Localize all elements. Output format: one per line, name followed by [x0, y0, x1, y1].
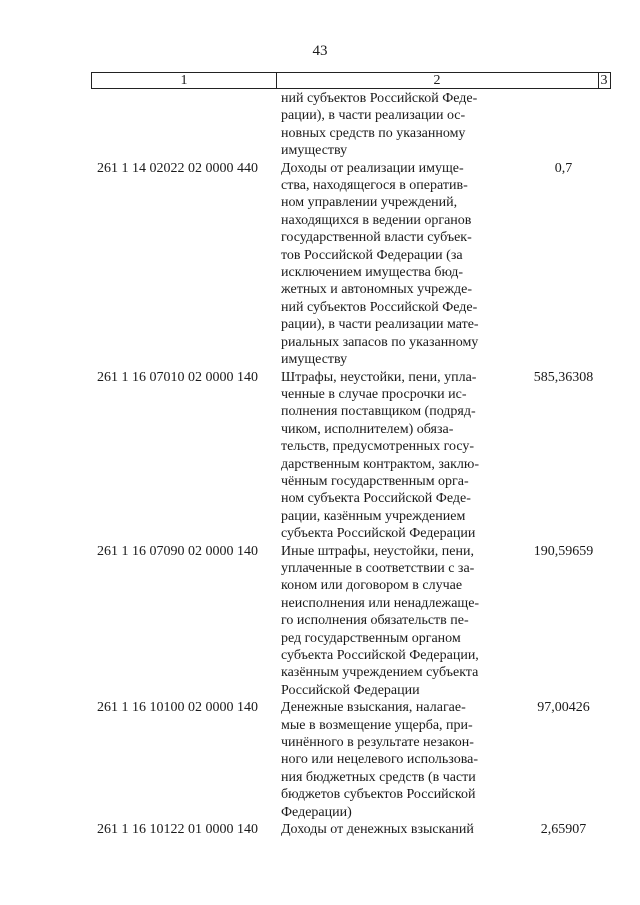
income-description: [281, 699, 500, 821]
description-line: находящихся в ведении органов: [281, 212, 472, 228]
description-line: ства, находящегося в оператив-: [281, 178, 468, 194]
table-row: [91, 160, 611, 369]
amount-value: 585,36308: [533, 369, 594, 385]
budget-code: 261 1 16 07010 02 0000 140: [97, 369, 258, 385]
description-line: государственной власти субъек-: [281, 230, 472, 246]
description-line: ний субъектов Российской Феде-: [281, 299, 478, 315]
description-line: мые в возмещение ущерба, при-: [281, 717, 473, 733]
table-row: [91, 821, 611, 838]
header-col-3: 3: [600, 73, 608, 88]
description-line: Доходы от реализации имуще-: [281, 160, 464, 176]
income-description: [281, 160, 500, 369]
table-body: [91, 90, 611, 838]
page-number: 43: [312, 43, 328, 59]
description-line: исключением имущества бюд-: [281, 265, 464, 281]
description-line: полнения поставщиком (подряд-: [281, 404, 476, 420]
income-description: [281, 90, 500, 160]
description-line: коном или договором в случае: [281, 578, 463, 594]
description-line: жетных и автономных учрежде-: [281, 282, 473, 298]
description-line: го исполнения обязательств пе-: [281, 613, 469, 629]
budget-code: [91, 90, 281, 160]
budget-code: 261 1 14 02022 02 0000 440: [97, 160, 258, 176]
description-line: рации), в части реализации ос-: [281, 108, 466, 124]
description-line: бюджетов субъектов Российской: [281, 787, 476, 803]
table-row: [91, 543, 611, 700]
description-line: субъекта Российской Федерации,: [281, 648, 479, 663]
description-line: риальных запасов по указанному: [281, 334, 479, 350]
description-line: дарственным контрактом, заклю-: [281, 456, 480, 472]
description-line: ного или нецелевого использова-: [281, 752, 479, 768]
description-line: чиком, исполнителем) обяза-: [281, 421, 454, 437]
description-line: тельств, предусмотренных госу-: [281, 439, 475, 455]
description-line: имуществу: [281, 143, 348, 159]
amount-value: 190,59659: [533, 543, 594, 559]
description-line: ний субъектов Российской Феде-: [281, 91, 478, 106]
header-col-1: 1: [92, 73, 277, 88]
description-line: уплаченные в соответствии с за-: [281, 560, 475, 576]
description-line: чённым государственным орга-: [281, 473, 469, 489]
income-description: [281, 821, 500, 838]
description-line: тов Российской Федерации (за: [281, 247, 463, 263]
amount-value: 0,7: [554, 160, 573, 176]
description-line: Иные штрафы, неустойки, пени,: [281, 543, 474, 559]
description-line: Доходы от денежных взысканий: [281, 822, 474, 838]
amount-value: 2,65907: [540, 822, 587, 838]
description-line: ченные в случае просрочки ис-: [281, 386, 467, 402]
amount-value: 97,00426: [537, 700, 590, 716]
description-line: казённым учреждением субъекта: [281, 665, 479, 681]
description-line: ном субъекта Российской Феде-: [281, 491, 471, 507]
table-header: [91, 72, 611, 89]
description-line: неисполнения или ненадлежаще-: [281, 595, 480, 611]
table-row: [91, 90, 611, 160]
description-line: ния бюджетных средств (в части: [281, 769, 476, 785]
budget-code: 261 1 16 07090 02 0000 140: [97, 543, 258, 559]
description-line: имуществу: [281, 352, 348, 368]
description-line: рации), в части реализации мате-: [281, 317, 479, 333]
description-line: Денежные взыскания, налагае-: [281, 700, 466, 716]
description-line: рации, казённым учреждением: [281, 508, 466, 524]
amount-value: [500, 90, 611, 160]
description-line: чинённого в результате незакон-: [281, 735, 474, 751]
description-line: Российской Федерации: [281, 682, 420, 698]
table-row: [91, 699, 611, 821]
description-line: ном управлении учреждений,: [281, 195, 458, 211]
description-line: новных средств по указанному: [281, 125, 466, 141]
description-line: ред государственным органом: [281, 630, 461, 646]
header-col-2: 2: [276, 73, 599, 88]
description-line: субъекта Российской Федерации: [281, 526, 476, 542]
budget-code: 261 1 16 10122 01 0000 140: [97, 822, 258, 838]
description-line: Федерации): [281, 804, 352, 820]
description-line: Штрафы, неустойки, пени, упла-: [281, 369, 477, 385]
budget-code: 261 1 16 10100 02 0000 140: [97, 700, 258, 716]
income-description: [281, 543, 500, 700]
income-description: [281, 369, 500, 543]
table-row: [91, 369, 611, 543]
